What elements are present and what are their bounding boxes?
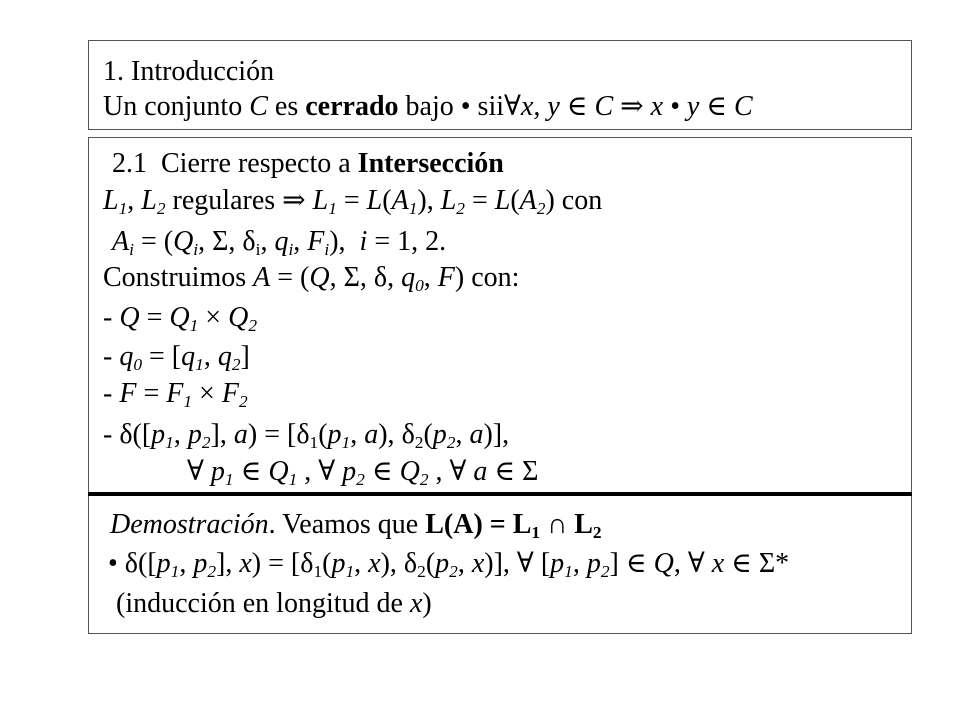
section-line-6: - $F = F_1 \times F_2$ [103,378,248,411]
proof-line-2: • $\delta([p_1$, $p_2$], $x) = [\delta_1(p_1$, x), $\delta_2(p_2$, x)], ∀ [$p_1$, $p_2$] ∈ Q, ∀ x ∈ Σ* [108,548,790,581]
intro-definition: Un conjunto C es cerrado bajo • sii∀x, y ∈ C ⇒ x • y ∈ C [103,91,753,122]
section-line-1: $L_1$, $L_2$ regulares ⇒ $L_1 = L(A_1)$, $L_2 = L(A_2)$ con [103,185,603,218]
section-line-4: - $Q = Q_1 \times Q_2$ [103,302,257,335]
section-line-7: - $\delta([p_1$, $p_2$], $a) = [\delta_1(p_1$, a), $\delta_2(p_2$, a)], [103,419,510,452]
proof-line-1: Demostración. Veamos que $L(A) = L_1$ ∩ $L_2$ [110,509,602,542]
proof-line-3: (inducción en longitud de x) [116,588,432,619]
intro-title: 1. Introducción [103,56,275,87]
proof-separator [88,492,912,496]
section-line-3: Construimos A = (Q, Σ, δ, $q_0$, F) con: [103,262,520,295]
section-line-2: $A_i = (Q_i$, Σ, $\delta_i$, $q_i$, $F_i$), i = 1, 2. [112,226,447,259]
section-line-8: ∀ $p_1$ ∈ $Q_1$ , ∀ $p_2$ ∈ $Q_2$ , ∀ a ∈ Σ [187,456,539,489]
section-line-5: - $q_0 = [q_1$, $q_2$] [103,341,250,374]
section-heading: 2.1 Cierre respecto a Intersección [112,148,504,179]
